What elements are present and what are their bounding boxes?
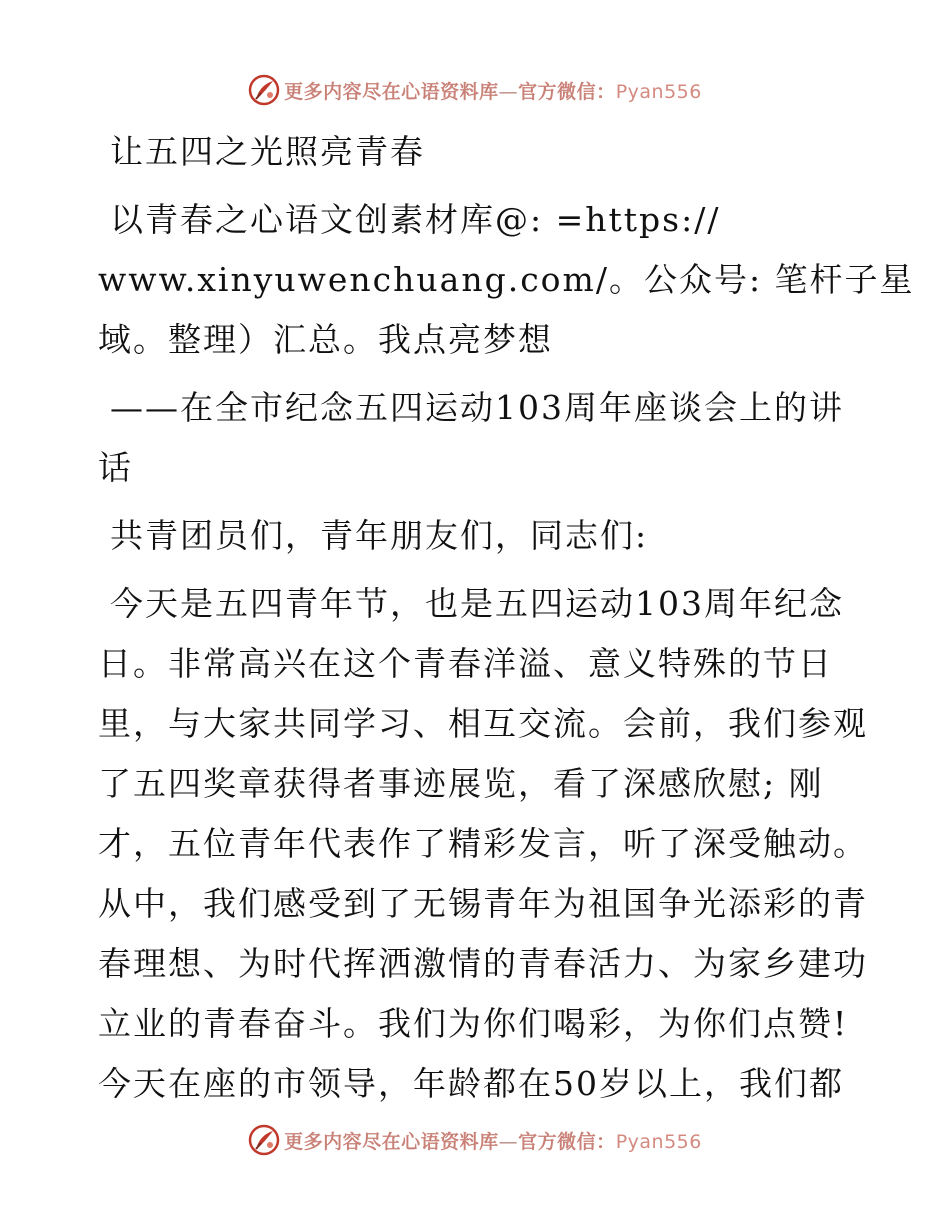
- text-line: 春理想、为时代挥洒激情的青春活力、为家乡建功: [98, 944, 868, 983]
- text-line: 里，与大家共同学习、相互交流。会前，我们参观: [98, 704, 868, 743]
- text-line: 今天是五四青年节，也是五四运动103周年纪念: [110, 584, 844, 623]
- banner-separator: —: [498, 80, 519, 103]
- text-line: 以青春之心语文创素材库@: =https://: [110, 200, 721, 239]
- document-body: [98, 122, 915, 1114]
- text-line: ——在全市纪念五四运动103周年座谈会上的讲: [110, 388, 844, 427]
- header-watermark-banner: [0, 72, 950, 108]
- text-line: 话: [98, 448, 133, 487]
- text-line: 今天在座的市领导，年龄都在50岁以上，我们都: [98, 1064, 844, 1103]
- banner-wechat-label: 官方微信：: [518, 80, 616, 103]
- banner-wechat-label: 官方微信：: [518, 1130, 616, 1153]
- quill-logo-icon: [248, 1124, 280, 1156]
- banner-wechat-id: Pyan556: [615, 1130, 702, 1153]
- text-line: 域。整理）汇总。我点亮梦想: [98, 320, 553, 359]
- text-line: www.xinyuwenchuang.com/。公众号: 笔杆子星: [98, 260, 915, 299]
- text-line: 让五四之光照亮青春: [110, 132, 425, 171]
- text-line: 立业的青春奋斗。我们为你们喝彩，为你们点赞!: [98, 1004, 849, 1043]
- banner-wechat-id: Pyan556: [615, 80, 702, 103]
- text-line: 共青团员们，青年朋友们，同志们:: [110, 516, 649, 555]
- banner-separator: —: [498, 1130, 519, 1153]
- quill-logo-icon: [248, 74, 280, 106]
- text-line: 从中，我们感受到了无锡青年为祖国争光添彩的青: [98, 884, 868, 923]
- text-line: 了五四奖章获得者事迹展览，看了深感欣慰; 刚: [98, 764, 824, 803]
- banner-title: 更多内容尽在心语资料库: [284, 80, 499, 103]
- banner-title: 更多内容尽在心语资料库: [284, 1130, 499, 1153]
- footer-watermark-banner: [0, 1122, 950, 1158]
- text-line: 日。非常高兴在这个青春洋溢、意义特殊的节日: [98, 644, 833, 683]
- text-line: 才，五位青年代表作了精彩发言，听了深受触动。: [98, 824, 868, 863]
